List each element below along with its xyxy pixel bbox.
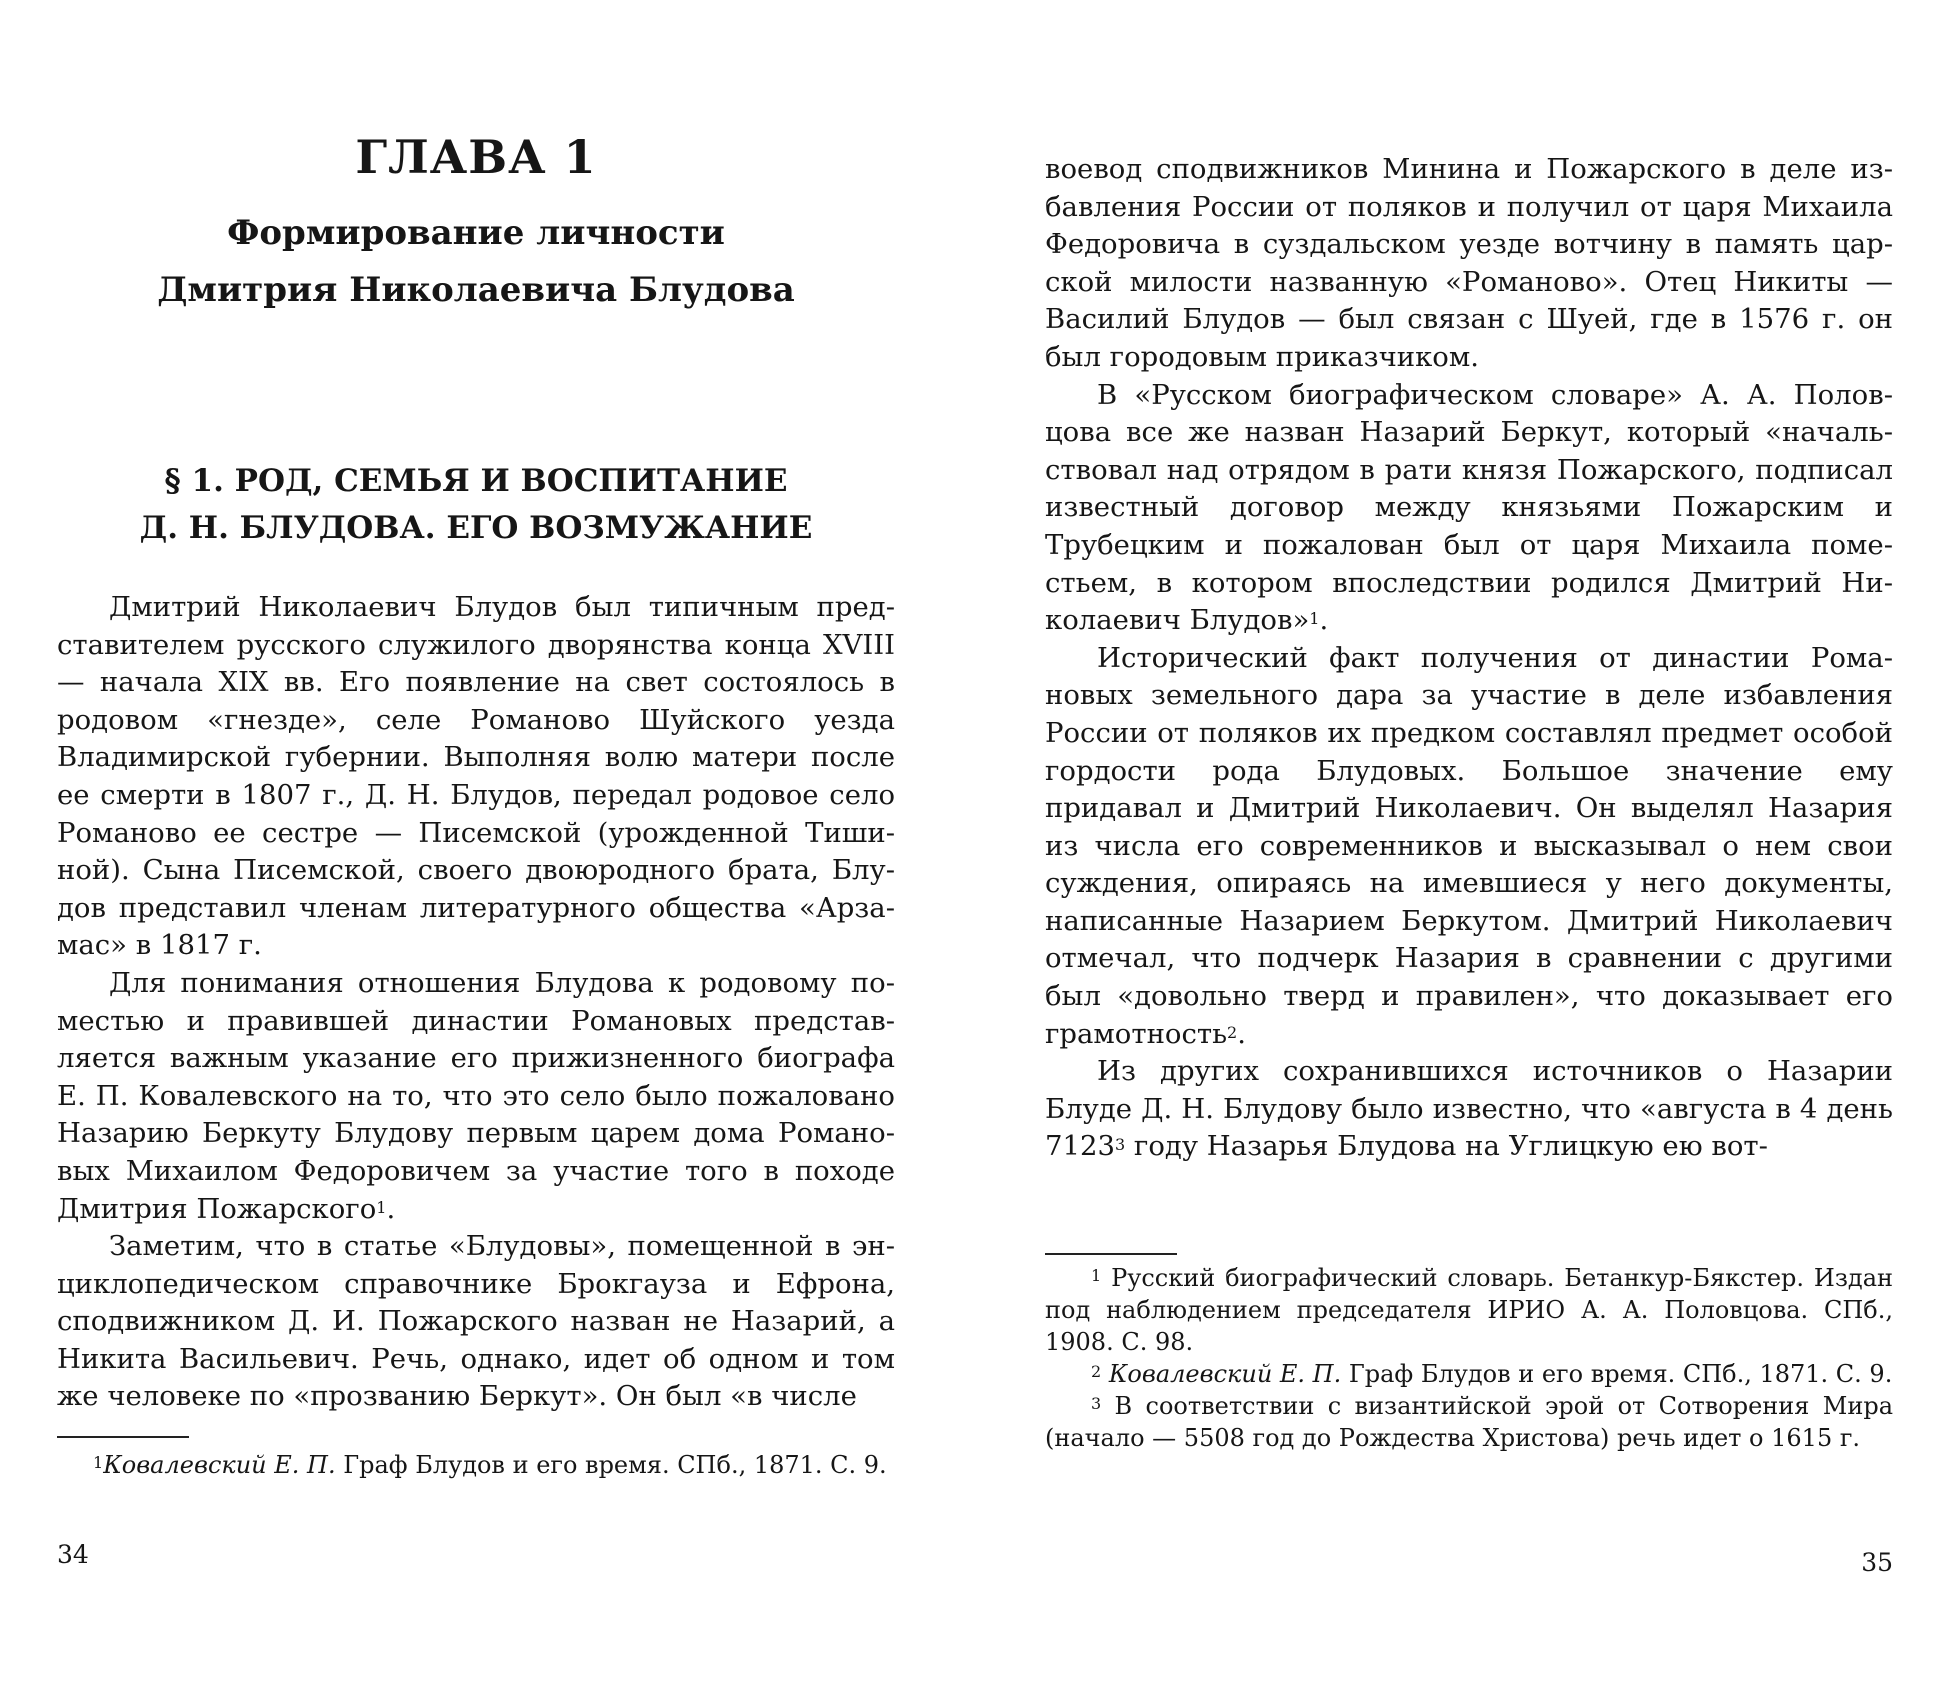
footnote-ref: 1 [376, 1197, 387, 1217]
paragraph [57, 965, 895, 1228]
left-body-text [57, 589, 895, 1416]
section-title [57, 458, 895, 552]
footnote-2 [1045, 1358, 1893, 1390]
footnote-text: Граф Блудов и его время. СПб., 1871. С. 9. [1341, 1360, 1893, 1388]
section-title-line2: Д. Н. БЛУДОВА. ЕГО ВОЗМУЖАНИЕ [139, 510, 813, 546]
page-number: 34 [57, 1540, 89, 1569]
right-body-text [1045, 151, 1893, 1166]
footnote-number: 1 [93, 1453, 104, 1472]
paragraph-text-end: году Назарья Блудова на Углицкую ею вот- [1125, 1130, 1768, 1163]
footnote-ref: 1 [1309, 609, 1320, 629]
paragraph: Заметим, что в статье «Блудовы», помещенной в энциклопедическом справочнике Брокгауза и Ефрона, сподвижником Д. И. Пожарского назван не Назарий, а Никита Васильевич. Речь, однако, идет об одном и том же человеке по «прозванию Беркут». Он был «в числе [57, 1230, 895, 1413]
footnote-rule [57, 1436, 189, 1438]
footnote-author: Ковалевский Е. П. [103, 1451, 336, 1479]
left-footnotes [57, 1449, 895, 1481]
right-page [1045, 0, 1893, 1692]
chapter-title-line2: Дмитрия Николаевича Блудова [157, 270, 795, 310]
footnote-1 [1045, 1262, 1893, 1358]
footnote-1 [57, 1449, 895, 1481]
paragraph: Исторический факт получения от династии Романовых земельного дара за участие в деле избавления России от поляков их предком составлял предмет особой гордости рода Блудовых. Большое значение ему придавал и Дмитрий Николаевич. Он выделял Назария из числа его современников и высказывал о нем свои суждения, опираясь на имевшиеся у него документы, написанные Назарием Беркутом. Дмитрий Николаевич отмечал, что подчерк Назария в сравнении с другими был «довольно тверд и правилен», что доказывает его грамотность$^2$. [1045, 641, 1893, 1050]
footnote-text: В соответствии с византийской эрой от Сотворения Мира (начало — 5508 год до Рождества Христова) речь идет о 1615 г. [1045, 1392, 1893, 1452]
chapter-number: ГЛАВА 1 [355, 130, 597, 184]
paragraph: воевод сподвижников Минина и Пожарского в деле избавления России от поляков и получил от царя Михаила Федоровича в суздальском уезде вотчину в память царской милости названную «Романово». Отец Никиты — Василий Блудов — был связан с Шуей, где в 1576 г. он был городовым приказчиком. [1045, 153, 1893, 373]
footnote-ref: 3 [1115, 1135, 1126, 1155]
paragraph-text: Исторический факт получения от династии Романовых земельного дара за участие в деле избавления России от поляков их предком составлял предмет особой гордости рода Блудовых. Большое значение ему придавал и Дмитрий Николаевич. Он выделял Назария из числа его современников и высказывал о нем свои суждения, опираясь на имевшиеся у него документы, написанные Назарием Беркутом. Дмитрий Николаевич отмечал, что подчерк Назария в сравнении с другими был «довольно тверд и правилен», что доказывает его грамотность [1045, 641, 1893, 1050]
paragraph-end: . [386, 1192, 396, 1225]
footnote-number: 1 [1091, 1266, 1102, 1285]
chapter-title-line1: Формирование личности [227, 213, 725, 253]
footnote-3 [1045, 1390, 1893, 1454]
paragraph [1045, 1053, 1893, 1166]
paragraph-text: Для понимания отношения Блудова к родовому поместью и правившей династии Романовых представляется важным указание его прижизненного биографа Е. П. Ковалевского на то, что это село было пожаловано Назарию Беркуту Блудову первым царем дома Романовых Михаилом Федоровичем за участие того в походе Дмитрия Пожарского [57, 966, 895, 1225]
footnote-number: 2 [1091, 1362, 1102, 1381]
paragraph-text: Из других сохранившихся источников о Назарии Блуде Д. Н. Блудову было известно, что «августа в 4 день 7123 [1045, 1055, 1893, 1163]
paragraph: Дмитрий Николаевич Блудов был типичным представителем русского служилого дворянства конца XVIII — начала XIX вв. Его появление на свет состоялось в родовом «гнезде», селе Романово Шуйского уезда Владимирской губернии. Выполняя волю матери после ее смерти в 1807 г., Д. Н. Блудов, передал родовое село Романово ее сестре — Писемской (урожденной Тишиной). Сына Писемской, своего двоюродного брата, Блудов представил членам литературного общества «Арзамас» в 1817 г. [57, 591, 895, 962]
page-number: 35 [1861, 1548, 1893, 1577]
footnote-number: 3 [1091, 1394, 1102, 1413]
footnote-rule [1045, 1253, 1177, 1255]
paragraph-text: В «Русском биографическом словаре» А. А. Половцова все же назван Назарий Беркут, который «начальствовал над отрядом в рати князя Пожарского, подписал известный договор между князьями Пожарским и Трубецким и пожалован был от царя Михаила поместьем, в котором впоследствии родился Дмитрий Николаевич Блудов» [1045, 378, 1893, 637]
paragraph: В «Русском биографическом словаре» А. А. Половцова все же назван Назарий Беркут, который «начальствовал над отрядом в рати князя Пожарского, подписал известный договор между князьями Пожарским и Трубецким и пожалован был от царя Михаила поместьем, в котором впоследствии родился Дмитрий Николаевич Блудов»$^1$. [1045, 378, 1893, 637]
section-title-line1: § 1. РОД, СЕМЬЯ И ВОСПИТАНИЕ [164, 463, 788, 499]
footnote-text: Русский биографический словарь. Бетанкур-Бякстер. Издан под наблюдением председателя ИРИО А. А. Половцова. СПб., 1908. С. 98. [1045, 1264, 1893, 1356]
footnote-text: Граф Блудов и его время. СПб., 1871. С. 9. [335, 1451, 887, 1479]
chapter-title [57, 205, 895, 319]
footnote-ref: 2 [1227, 1022, 1238, 1042]
footnote-author: Ковалевский Е. П. [1108, 1360, 1342, 1388]
left-page [57, 0, 895, 1692]
right-footnotes [1045, 1262, 1893, 1454]
